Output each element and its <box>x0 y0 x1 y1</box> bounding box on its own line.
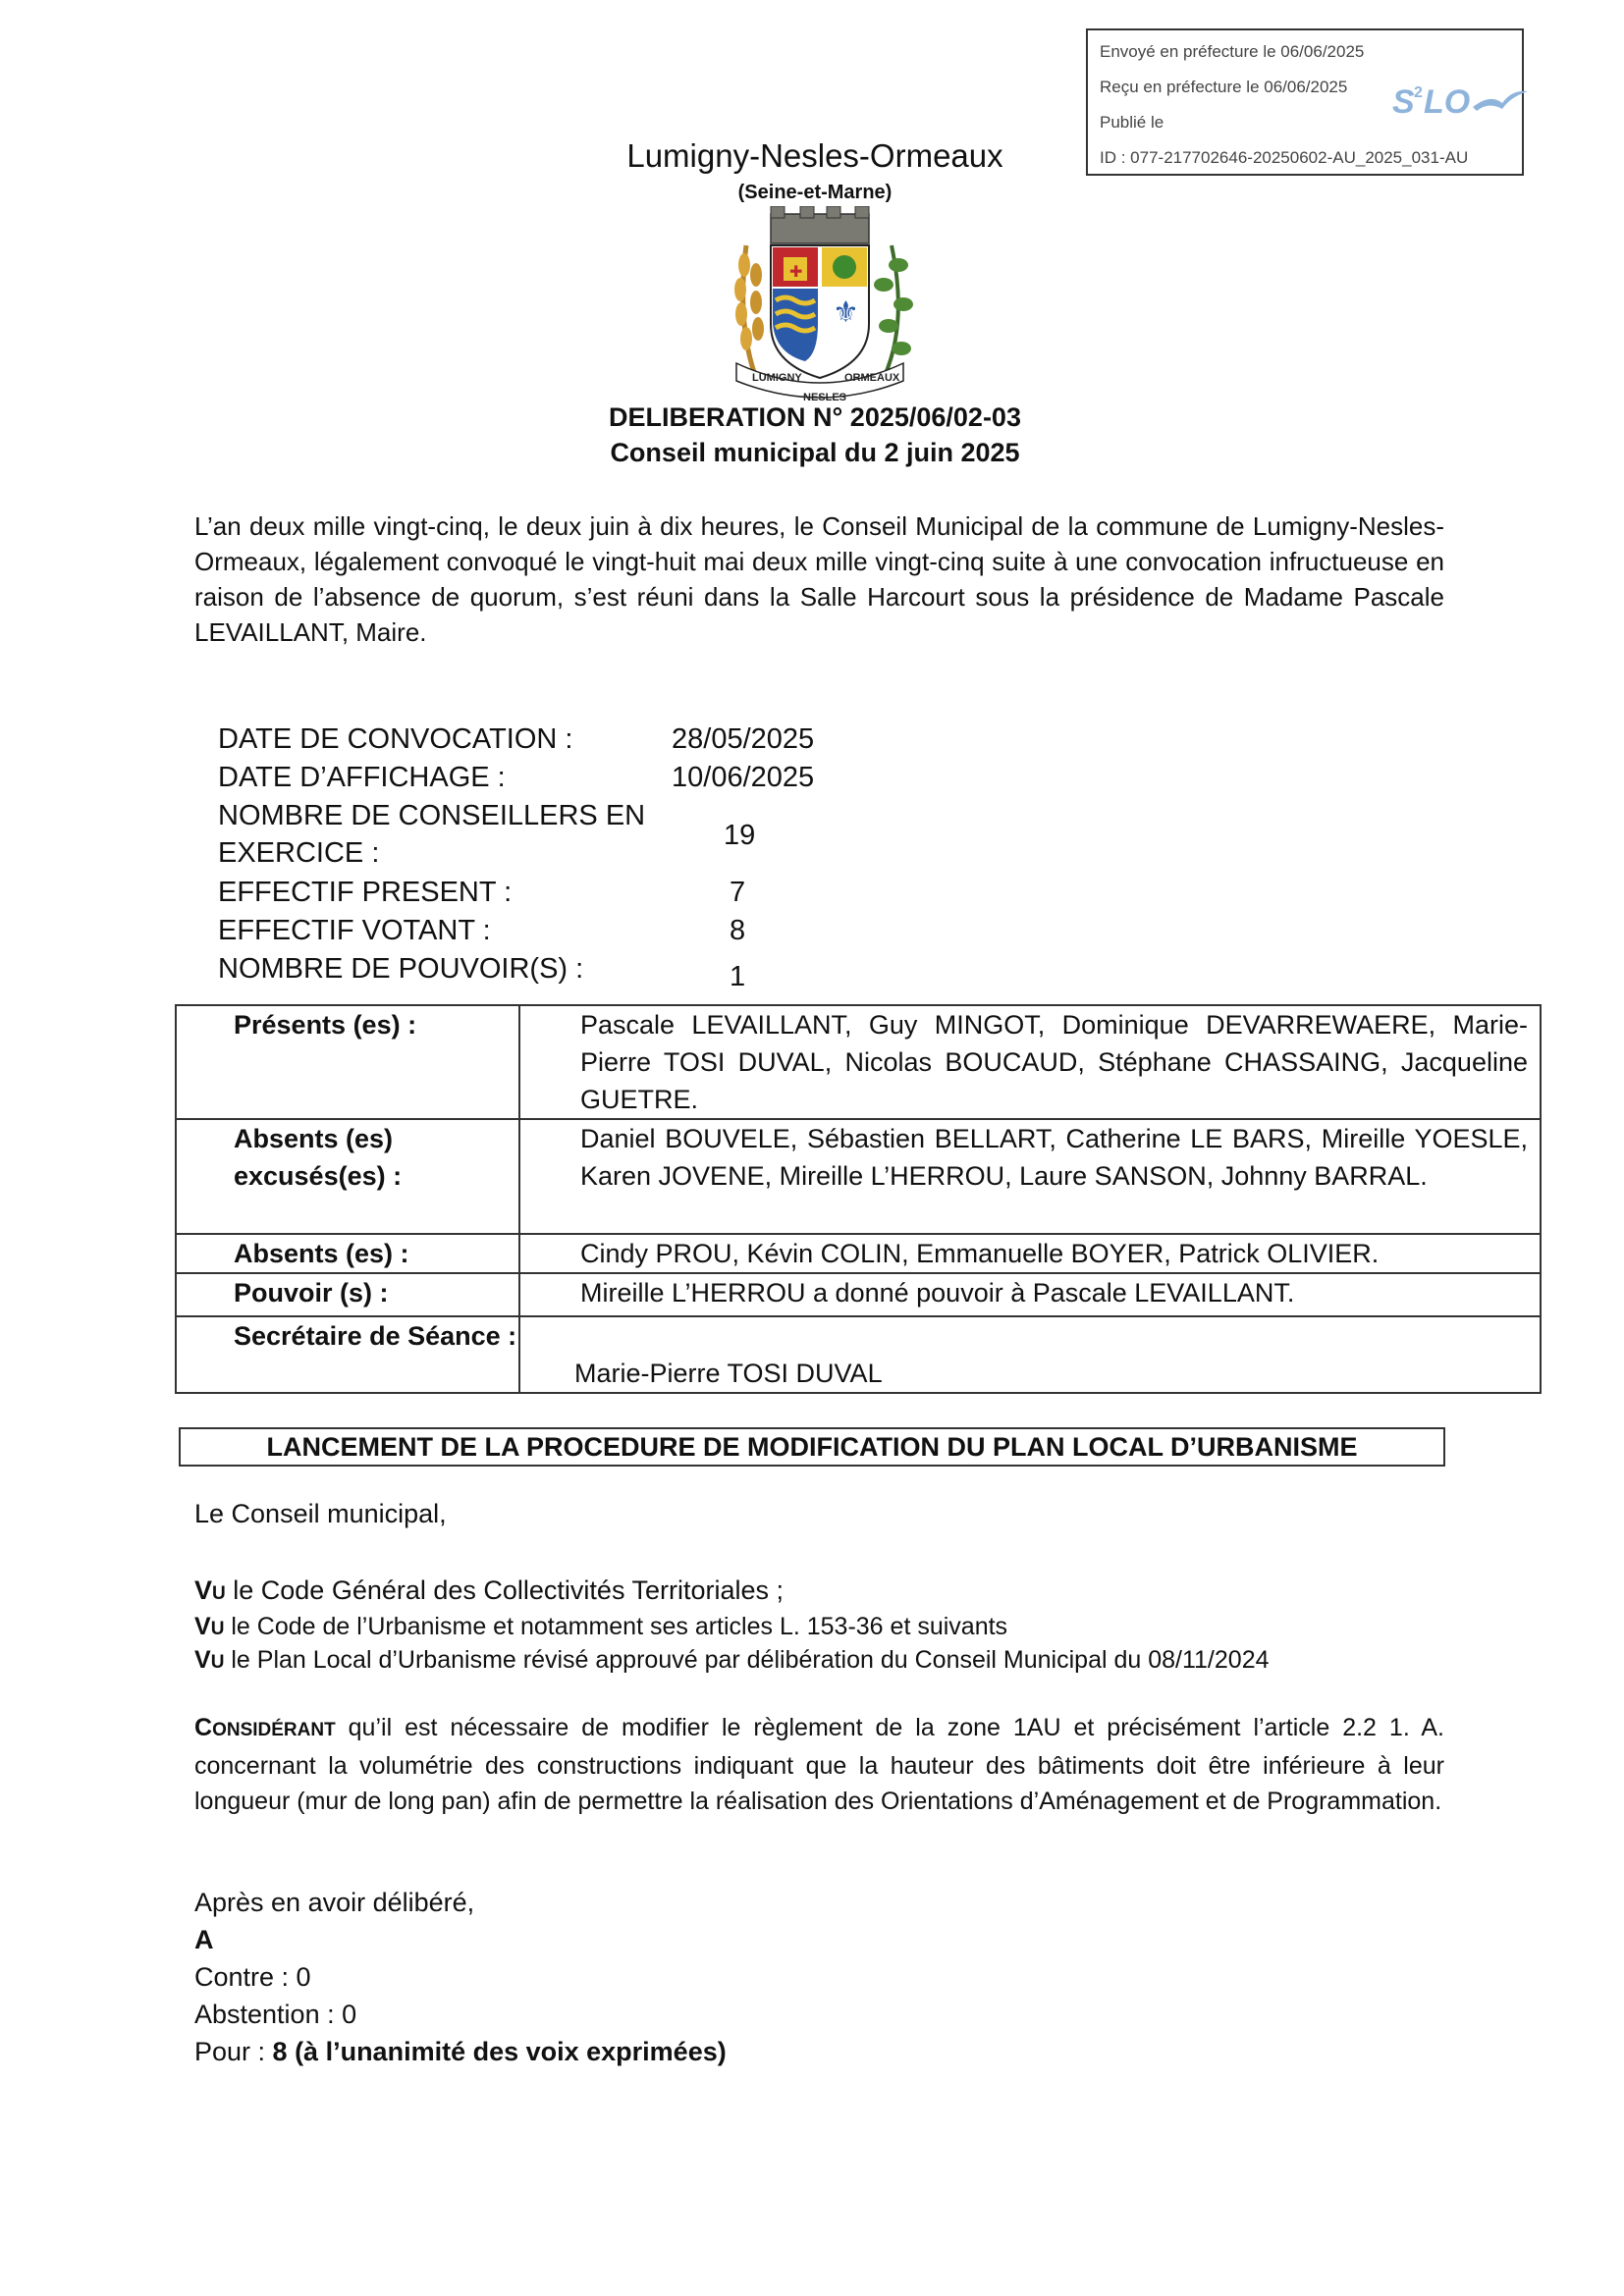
pouvoirs-label: NOMBRE DE POUVOIR(S) : <box>218 953 584 985</box>
vu-2: VU le Code de l’Urbanisme et notamment ses articles L. 153-36 et suivants <box>194 1613 1008 1640</box>
department-name: (Seine-et-Marne) <box>737 182 893 203</box>
row-value-absents: Cindy PROU, Kévin COLIN, Emmanuelle BOYER, Patrick OLIVIER. <box>519 1234 1541 1273</box>
vote-abstention: Abstention : 0 <box>194 2000 357 2029</box>
opening-line: Le Conseil municipal, <box>194 1499 447 1528</box>
affichage-value: 10/06/2025 <box>672 762 815 793</box>
decision-letter: A <box>194 1925 214 1954</box>
svg-text:✚: ✚ <box>789 262 803 281</box>
prefecture-stamp <box>1086 28 1524 176</box>
crest-banner-bottom: NESLES <box>803 392 847 402</box>
row-value-pouvoir: Mireille L’HERROU a donné pouvoir à Pascale LEVAILLANT. <box>519 1273 1541 1316</box>
convocation-label: DATE DE CONVOCATION : <box>218 723 573 755</box>
conseillers-label-line2: EXERCICE : <box>218 837 380 869</box>
intro-paragraph: L’an deux mille vingt-cinq, le deux juin à dix heures, le Conseil Municipal de la commune de Lumigny-Nesles-Ormeaux, légalement convoqué le vingt-huit mai deux mille vingt-cinq suite à une convocation infructueuse en raison de l’absence de quorum, s’est réuni dans la Salle Harcourt sous la présidence de Madame Pascale LEVAILLANT, Maire. <box>194 511 1444 647</box>
table-row <box>176 1005 1541 1119</box>
convocation-value: 28/05/2025 <box>672 723 815 755</box>
stamp-published: Publié le <box>1100 113 1164 132</box>
vote-contre: Contre : 0 <box>194 1962 311 1992</box>
crest-banner-left: LUMIGNY <box>752 372 802 384</box>
row-value-absents-excuses: Daniel BOUVELE, Sébastien BELLART, Catherine LE BARS, Mireille YOESLE, Karen JOVENE, Mireille L’HERROU, Laure SANSON, Johnny BARRAL. <box>519 1119 1541 1234</box>
s2lo-logo-icon <box>1392 81 1530 121</box>
deliberated-line: Après en avoir délibéré, <box>194 1888 475 1917</box>
votant-value: 8 <box>730 915 746 946</box>
present-value: 7 <box>730 877 746 908</box>
conseillers-value: 19 <box>724 820 756 851</box>
considerant-paragraph: CONSIDÉRANT qu’il est nécessaire de modifier le règlement de la zone 1AU et précisément l’article 2.2 1. A. concernant la volumétrie des constructions indiquant que la hauteur des bâtiments doit être inférieure à leur longueur (mur de long pan) afin de permettre la réalisation des Orientations d’Aménagement et de Programmation. <box>194 1714 1444 1815</box>
affichage-label: DATE D’AFFICHAGE : <box>218 762 506 793</box>
row-label-presents: Présents (es) : <box>176 1005 519 1119</box>
table-row <box>176 1316 1541 1393</box>
stamp-sent: Envoyé en préfecture le 06/06/2025 <box>1100 42 1365 61</box>
row-label-pouvoir: Pouvoir (s) : <box>176 1273 519 1316</box>
row-value-presents: Pascale LEVAILLANT, Guy MINGOT, Dominique DEVARREWAERE, Marie-Pierre TOSI DUVAL, Nicolas BOUCAUD, Stéphane CHASSAING, Jacqueline GUETRE. <box>519 1005 1541 1119</box>
svg-text:LO: LO <box>1424 83 1471 121</box>
subject-heading: LANCEMENT DE LA PROCEDURE DE MODIFICATION DU PLAN LOCAL D’URBANISME <box>179 1427 1445 1467</box>
present-label: EFFECTIF PRESENT : <box>218 877 513 908</box>
votant-label: EFFECTIF VOTANT : <box>218 915 491 946</box>
vu-3: VU le Plan Local d’Urbanisme révisé approuvé par délibération du Conseil Municipal du 08/11/2024 <box>194 1646 1270 1674</box>
pouvoirs-value: 1 <box>730 961 746 992</box>
table-row <box>176 1234 1541 1273</box>
vu-prefix: VU <box>194 1646 225 1674</box>
deliberation-title: DELIBERATION N° 2025/06/02-03 <box>609 402 1021 432</box>
vu-prefix: VU <box>194 1575 226 1605</box>
stamp-received: Reçu en préfecture le 06/06/2025 <box>1100 78 1348 96</box>
svg-text:S: S <box>1392 83 1415 121</box>
attendance-table <box>175 1004 1542 1394</box>
stamp-id: ID : 077-217702646-20250602-AU_2025_031-AU <box>1100 148 1469 167</box>
row-label-secretaire: Secrétaire de Séance : <box>176 1316 519 1393</box>
vu-prefix: VU <box>194 1613 225 1640</box>
crest-banner-right: ORMEAUX <box>844 372 900 384</box>
row-value-secretaire: Marie-Pierre TOSI DUVAL <box>519 1316 1541 1393</box>
vu-1: VU le Code Général des Collectivités Territoriales ; <box>194 1575 785 1605</box>
row-label-absents: Absents (es) : <box>176 1234 519 1273</box>
svg-text:⚜: ⚜ <box>833 295 859 330</box>
vote-pour: Pour : 8 (à l’unanimité des voix exprimées) <box>194 2037 727 2066</box>
svg-text:2: 2 <box>1414 84 1423 101</box>
conseillers-label-line1: NOMBRE DE CONSEILLERS EN <box>218 800 646 831</box>
town-crest-icon <box>717 206 923 402</box>
town-name: Lumigny-Nesles-Ormeaux <box>626 137 1003 174</box>
table-row <box>176 1273 1541 1316</box>
row-label-absents-excuses: Absents (es) excusés(es) : <box>176 1119 519 1234</box>
considerant-prefix: CONSIDÉRANT <box>194 1714 336 1741</box>
table-row <box>176 1119 1541 1234</box>
deliberation-subtitle: Conseil municipal du 2 juin 2025 <box>610 438 1020 467</box>
